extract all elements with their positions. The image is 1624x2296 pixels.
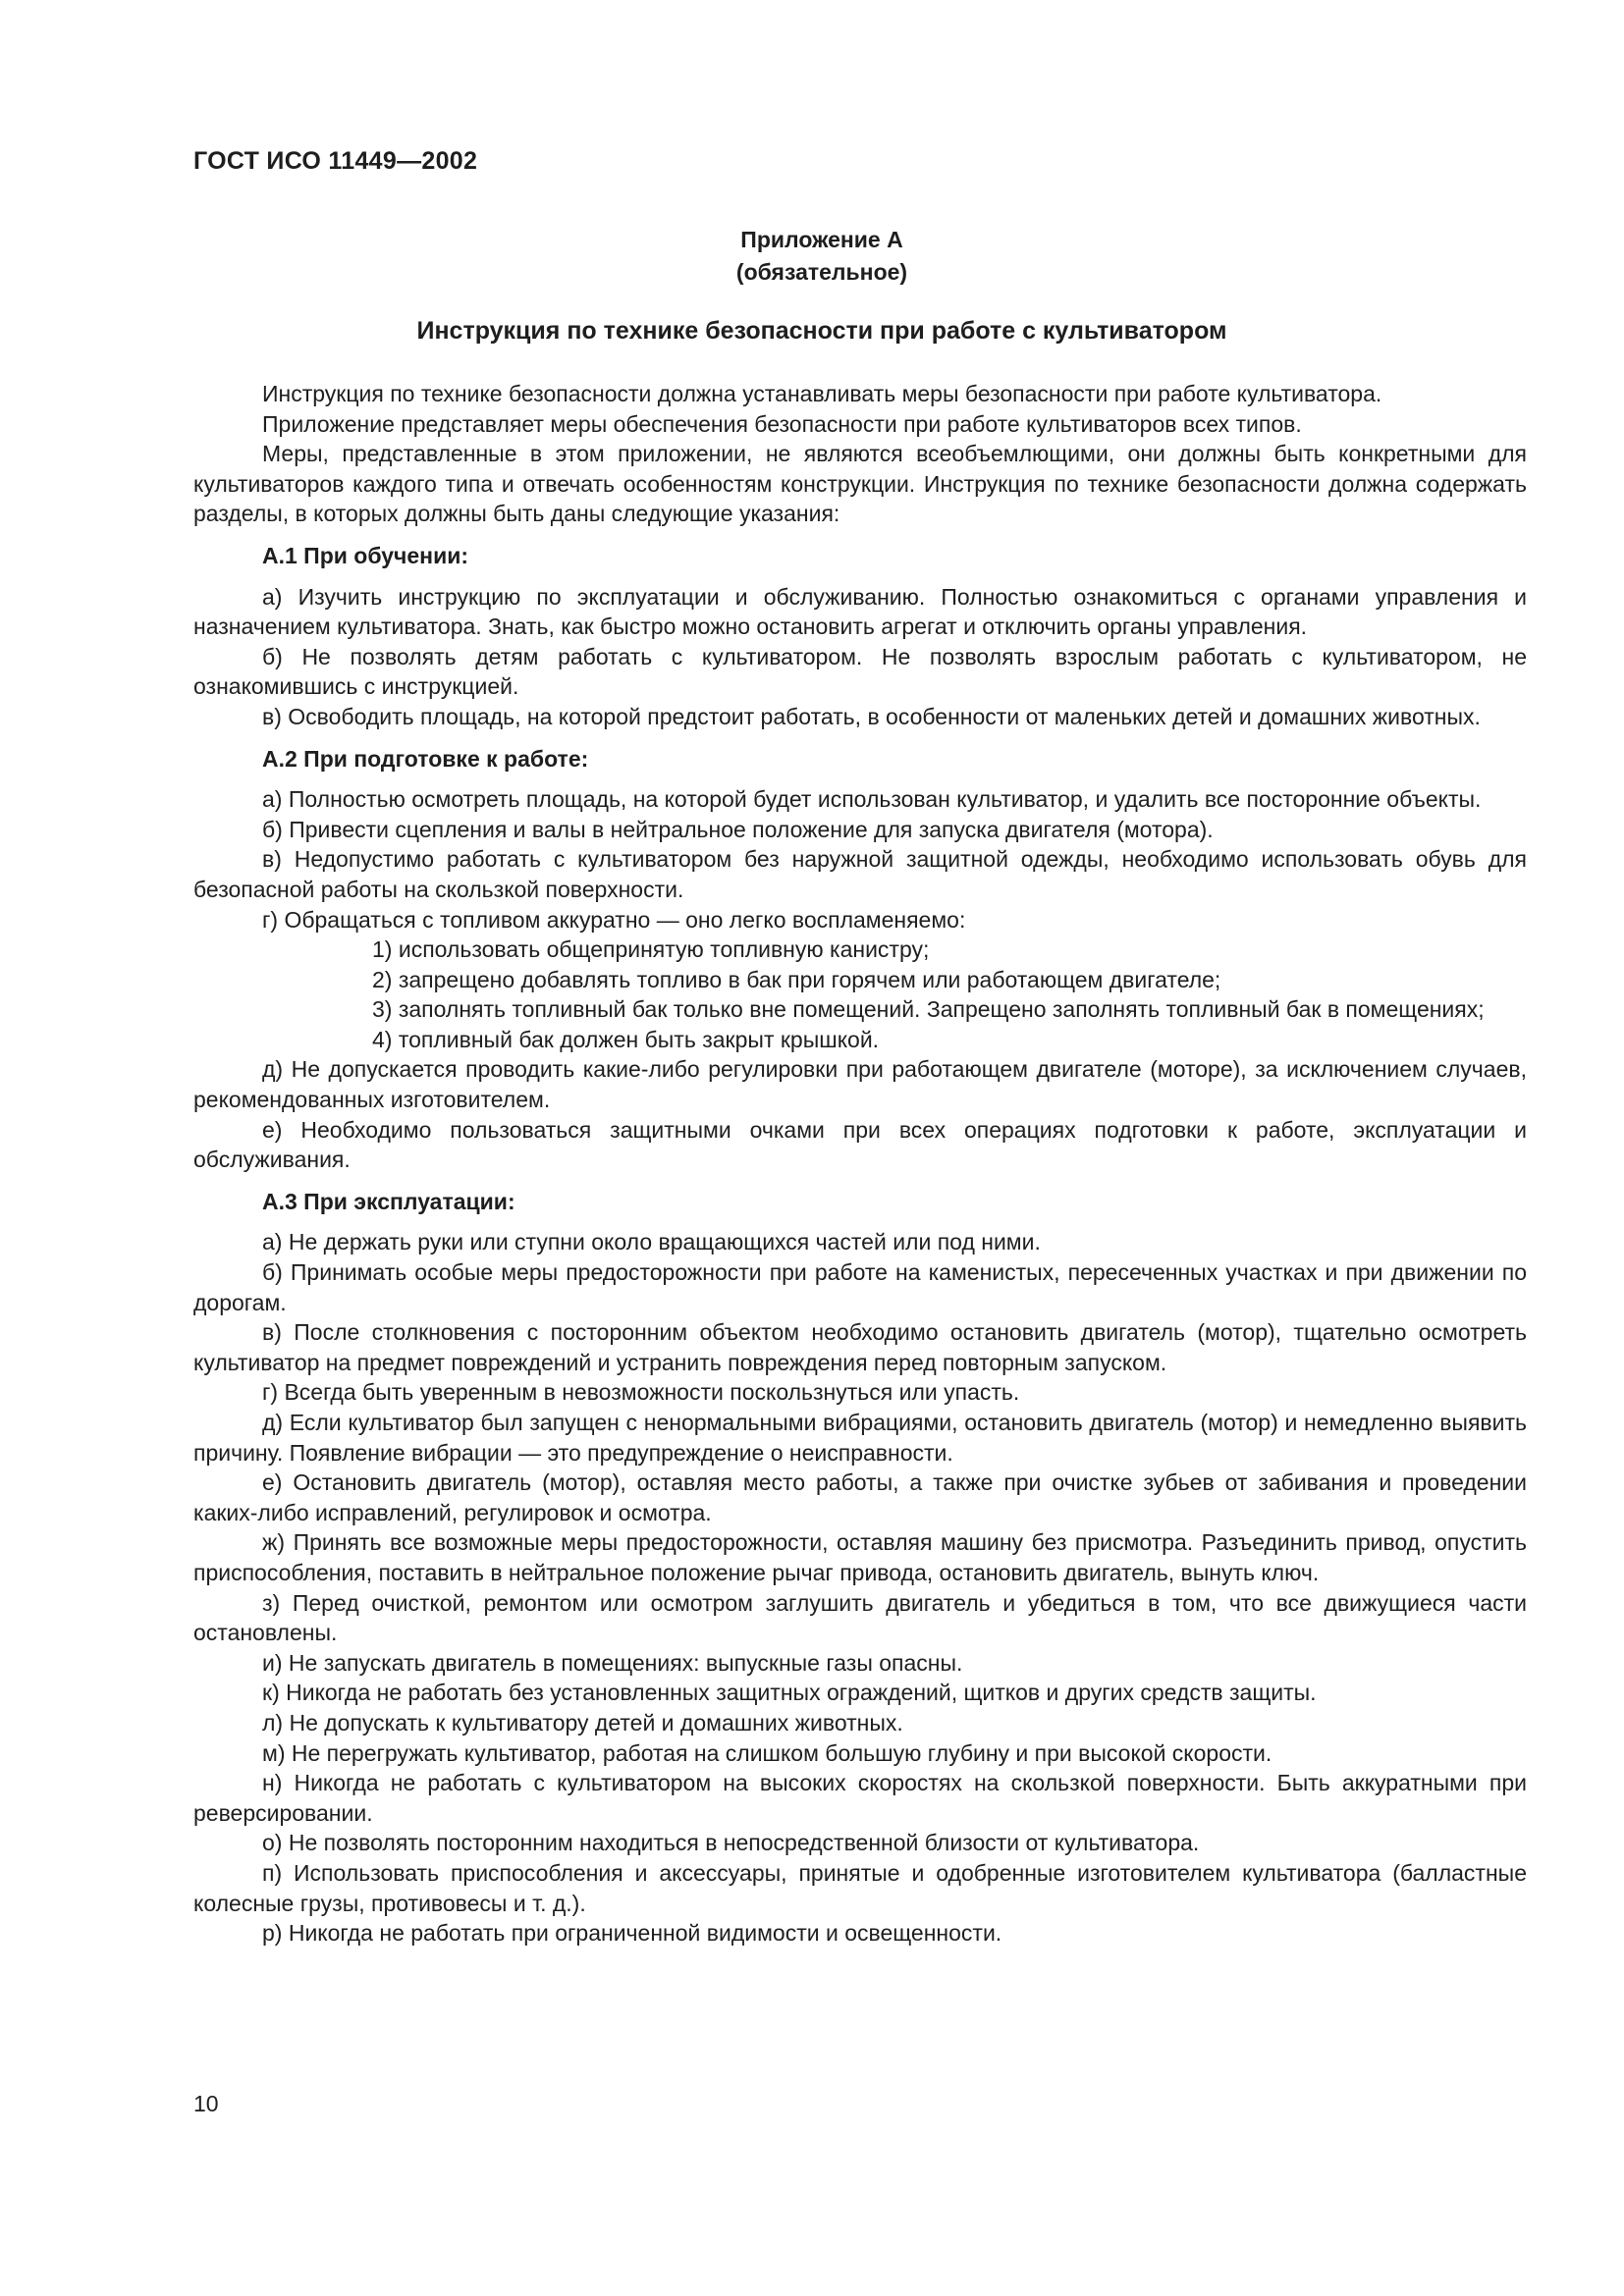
intro-paragraph: Инструкция по технике безопасности должна устанавливать меры безопасности при работе культиватора.	[262, 381, 1382, 406]
appendix-title: Приложение А	[740, 227, 903, 252]
sub-list-item: 2) запрещено добавлять топливо в бак при горячем или работающем двигателе;	[372, 966, 1221, 992]
list-item: п) Использовать приспособления и аксессуары, принятые и одобренные изготовителем культиватора (балластные колесные грузы, противовесы и т. д.).	[193, 1859, 1527, 1916]
list-item: л) Не допускать к культиватору детей и домашних животных.	[262, 1709, 903, 1735]
list-item: а) Полностью осмотреть площадь, на которой будет использован культиватор, и удалить все посторонние объекты.	[262, 786, 1482, 813]
standard-header: ГОСТ ИСО 11449—2002	[193, 147, 478, 175]
list-item: н) Никогда не работать с культиватором на высоких скоростях на скользкой поверхности. Быть аккуратными при реверсировании.	[193, 1770, 1527, 1826]
list-item: з) Перед очисткой, ремонтом или осмотром заглушить двигатель и убедиться в том, что все движущиеся части остановлены.	[193, 1589, 1527, 1646]
list-item: б) Не позволять детям работать с культиватором. Не позволять взрослым работать с культиватором, не ознакомившись с инструкцией.	[193, 643, 1527, 700]
page-number: 10	[193, 2091, 219, 2116]
appendix-status: (обязательное)	[735, 259, 908, 285]
list-item: в) Освободить площадь, на которой предстоит работать, в особенности от маленьких детей и домашних животных.	[262, 703, 1481, 729]
list-item: м) Не перегружать культиватор, работая на слишком большую глубину и при высокой скорости.	[262, 1739, 1272, 1766]
list-item: д) Если культиватор был запущен с ненормальными вибрациями, остановить двигатель (мотор) и немедленно выявить причину. Появление вибрации — это предупреждение о неисправности.	[193, 1410, 1527, 1466]
document-title: Инструкция по технике безопасности при работе с культиватором	[416, 317, 1227, 345]
list-item: о) Не позволять посторонним находиться в непосредственной близости от культиватора.	[262, 1830, 1200, 1856]
list-item: б) Принимать особые меры предосторожности при работе на каменистых, пересеченных участках и при движении по дорогам.	[193, 1259, 1527, 1315]
list-item: и) Не запускать двигатель в помещениях: выпускные газы опасны.	[262, 1649, 963, 1676]
list-item: г) Всегда быть уверенным в невозможности поскользнуться или упасть.	[262, 1379, 1020, 1406]
list-item: р) Никогда не работать при ограниченной видимости и освещенности.	[262, 1920, 1002, 1947]
list-item: а) Изучить инструкцию по эксплуатации и обслуживанию. Полностью ознакомиться с органами управления и назначением культиватора. Знать, как быстро можно остановить агрегат и отключить органы управления.	[193, 583, 1527, 640]
list-item: в) После столкновения с посторонним объектом необходимо остановить двигатель (мотор), тщательно осмотреть культиватор на предмет повреждений и устранить повреждения перед повторным запуском.	[193, 1319, 1527, 1375]
list-item: б) Привести сцепления и валы в нейтральное положение для запуска двигателя (мотора).	[262, 816, 1214, 842]
list-item: к) Никогда не работать без установленных защитных ограждений, щитков и других средств защиты.	[262, 1680, 1317, 1706]
section-heading-a1: А.1 При обучении:	[262, 542, 469, 568]
sub-list-item: 1) использовать общепринятую топливную канистру;	[372, 936, 930, 963]
list-item: ж) Принять все возможные меры предосторожности, оставляя машину без присмотра. Разъединить привод, опустить приспособления, поставить в нейтральное положение рычаг привода, остановить двигатель, вынуть ключ.	[193, 1529, 1527, 1585]
sub-list-item: 3) заполнять топливный бак только вне помещений. Запрещено заполнять топливный бак в помещениях;	[372, 996, 1485, 1023]
list-item: е) Остановить двигатель (мотор), оставляя место работы, а также при очистке зубьев от забивания и проведении каких-либо исправлений, регулировок и осмотра.	[193, 1469, 1527, 1525]
intro-paragraph: Меры, представленные в этом приложении, не являются всеобъемлющими, они должны быть конкретными для культиваторов каждого типа и отвечать особенностям конструкции. Инструкция по технике безопасности должна содержать разделы, в которых должны быть даны следующие указания:	[193, 441, 1527, 527]
document-body	[193, 379, 1527, 1949]
section-heading-a3: А.3 При эксплуатации:	[262, 1188, 515, 1214]
section-heading-a2: А.2 При подготовке к работе:	[262, 745, 589, 772]
list-item: г) Обращаться с топливом аккуратно — оно легко воспламеняемо:	[262, 906, 966, 933]
list-item: в) Недопустимо работать с культиватором без наружной защитной одежды, необходимо использовать обувь для безопасной работы на скользкой поверхности.	[193, 846, 1527, 902]
sub-list-item: 4) топливный бак должен быть закрыт крышкой.	[372, 1026, 880, 1052]
list-item: е) Необходимо пользоваться защитными очками при всех операциях подготовки к работе, эксплуатации и обслуживания.	[193, 1116, 1527, 1173]
list-item: д) Не допускается проводить какие-либо регулировки при работающем двигателе (моторе), за исключением случаев, рекомендованных изготовителем.	[193, 1056, 1527, 1113]
appendix-heading	[0, 224, 1624, 289]
list-item: а) Не держать руки или ступни около вращающихся частей или под ними.	[262, 1229, 1041, 1255]
intro-paragraph: Приложение представляет меры обеспечения безопасности при работе культиваторов всех типов.	[262, 410, 1302, 437]
